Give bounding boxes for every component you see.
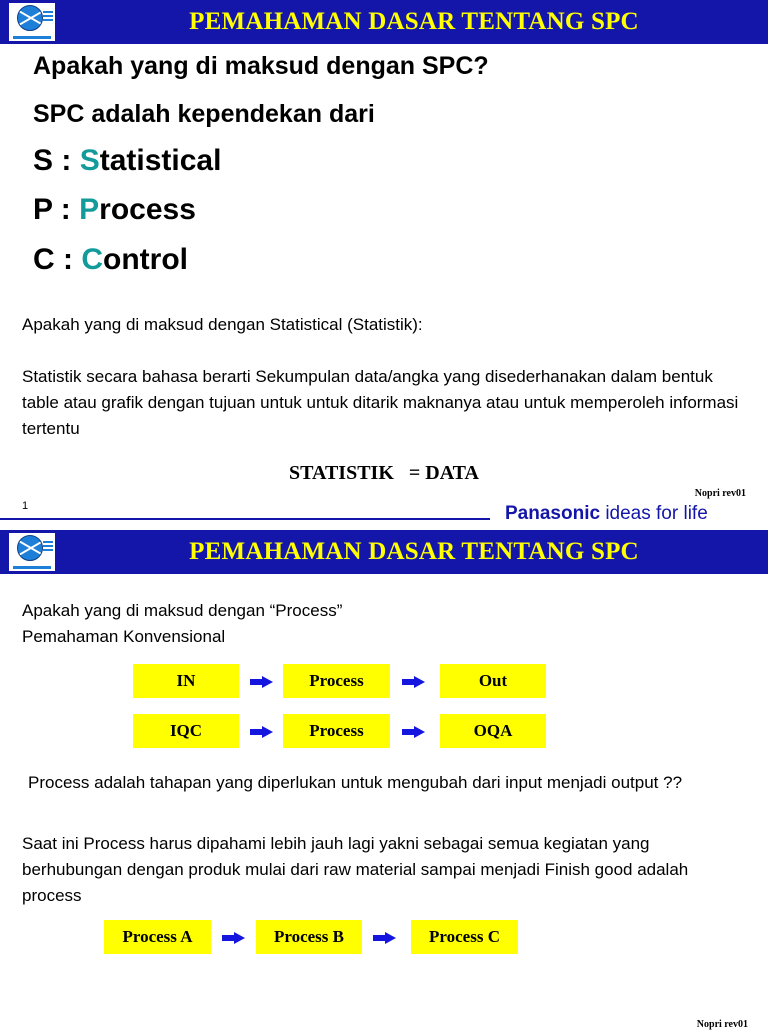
spc-question: Apakah yang di maksud dengan SPC? — [33, 52, 489, 80]
arrow-right-icon — [222, 932, 246, 944]
slide-header — [0, 0, 768, 44]
globe-icon — [17, 535, 43, 561]
globe-icon — [17, 5, 43, 31]
arrow-right-icon — [402, 676, 426, 688]
process-question: Apakah yang di maksud dengan “Process” — [22, 601, 343, 620]
acronym-initial: C — [81, 243, 104, 276]
acronym-letter: S — [33, 144, 54, 177]
logo-caption-bar — [13, 36, 51, 39]
flow-box-process: Process — [283, 664, 390, 698]
slide-title: PEMAHAMAN DASAR TENTANG SPC — [189, 538, 639, 565]
acronym-separator: : — [54, 243, 82, 276]
flow-box-in: IN — [133, 664, 239, 698]
logo-caption-bar — [13, 566, 51, 569]
flow-box-process: Process — [283, 714, 390, 748]
arrow-right-icon — [402, 726, 426, 738]
acronym-initial: P — [79, 193, 100, 226]
acronym-word-rest: ontrol — [103, 243, 188, 276]
acronym-separator: : — [53, 144, 80, 177]
footer-divider — [0, 518, 490, 520]
arrow-right-icon — [250, 726, 274, 738]
flow-box-oqa: OQA — [440, 714, 546, 748]
slide-2 — [0, 530, 768, 1030]
author-note: Nopri rev01 — [696, 1019, 748, 1030]
formula-text: STATISTIK = DATA — [289, 462, 479, 484]
brand-tagline: ideas for life — [605, 503, 708, 524]
process-subtitle: Pemahaman Konvensional — [22, 627, 226, 646]
flow-box-process-a: Process A — [104, 920, 211, 954]
statistik-formula — [0, 462, 768, 485]
acronym-letter: C — [33, 243, 55, 276]
process-note-2: Saat ini Process harus dipahami lebih jauh lagi yakni sebagai semua kegiatan yang berhubungan dengan produk mulai dari raw material sampai menjadi Finish good adalah process — [22, 834, 689, 905]
statistical-question: Apakah yang di maksud dengan Statistical (Statistik): — [22, 315, 423, 334]
company-logo — [9, 533, 55, 571]
acronym-line-s — [33, 144, 221, 178]
acronym-separator: : — [52, 193, 80, 226]
flow-box-process-c: Process C — [411, 920, 518, 954]
slide-title: PEMAHAMAN DASAR TENTANG SPC — [189, 8, 639, 35]
acronym-initial: S — [79, 144, 100, 177]
arrow-right-icon — [373, 932, 397, 944]
brand-name: Panasonic — [505, 503, 601, 524]
author-note: Nopri rev01 — [694, 488, 746, 499]
company-logo — [9, 3, 55, 41]
spc-definition: SPC adalah kependekan dari — [33, 100, 375, 128]
process-note-1: Process adalah tahapan yang diperlukan untuk mengubah dari input menjadi output ?? — [28, 773, 683, 792]
slide-header — [0, 530, 768, 574]
acronym-line-c — [33, 243, 188, 277]
acronym-word-rest: tatistical — [99, 144, 222, 177]
acronym-letter: P — [33, 193, 53, 226]
flow-box-out: Out — [440, 664, 546, 698]
logo-lines-icon — [43, 541, 53, 553]
statistical-body: Statistik secara bahasa berarti Sekumpulan data/angka yang disederhanakan dalam bentuk table atau grafik dengan tujuan untuk untuk ditarik maknanya atau untuk memperoleh informasi tertentu — [22, 367, 739, 438]
brand-logo — [505, 503, 708, 525]
flow-box-process-b: Process B — [256, 920, 362, 954]
flow-box-iqc: IQC — [133, 714, 239, 748]
acronym-line-p — [33, 193, 196, 227]
page-number: 1 — [22, 500, 29, 512]
logo-lines-icon — [43, 11, 53, 23]
arrow-right-icon — [250, 676, 274, 688]
acronym-word-rest: rocess — [99, 193, 196, 226]
